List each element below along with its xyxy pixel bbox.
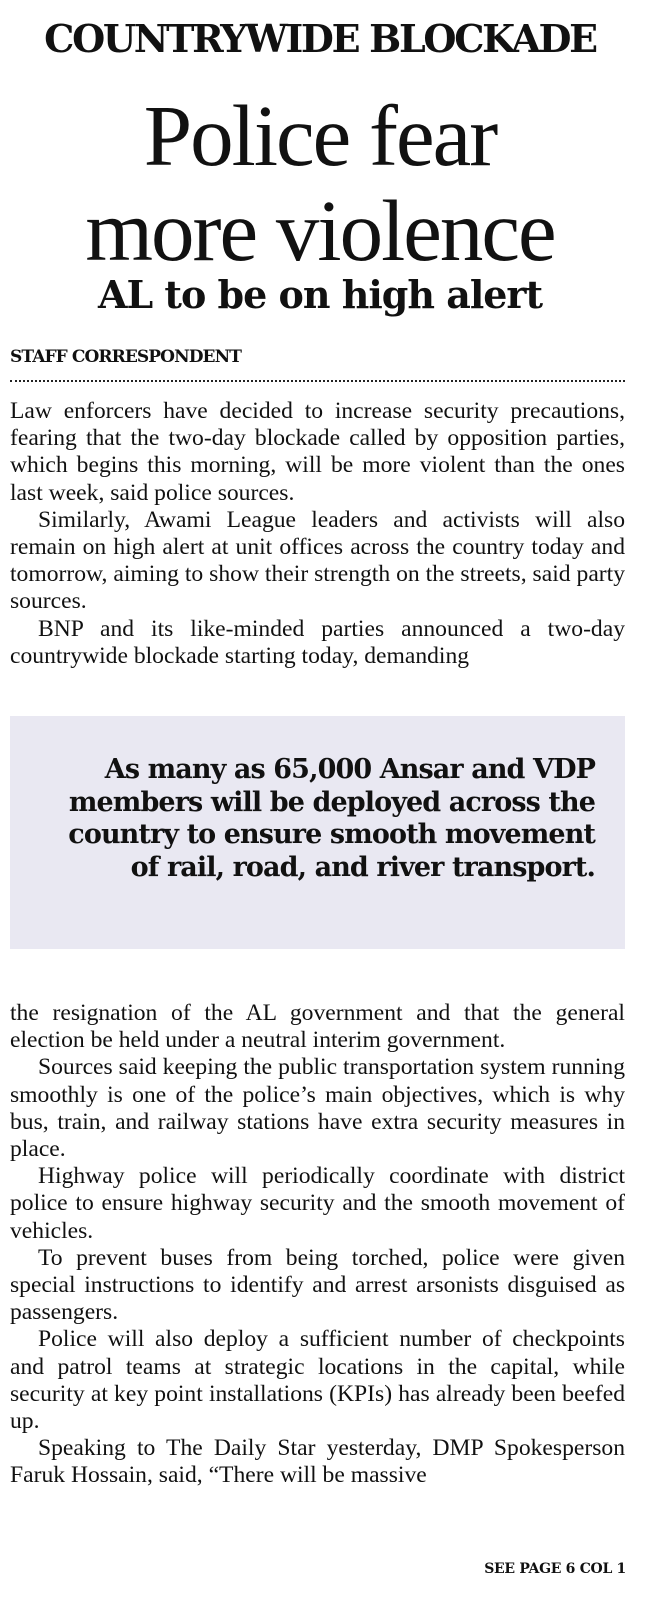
body-paragraph: Highway police will periodically coordinate with district police to ensure highway security and the smooth movement of vehicles. xyxy=(10,1163,625,1244)
pull-quote-box xyxy=(10,716,625,949)
pull-quote-text: As many as 65,000 Ansar and VDP members will be deployed across the country to ensure smooth movement of rail, road, and river transport. xyxy=(68,754,595,883)
headline-line-2: more violence xyxy=(85,182,555,279)
article-kicker: COUNTRYWIDE BLOCKADE xyxy=(44,16,596,61)
dotted-divider xyxy=(10,380,625,382)
body-text-bottom xyxy=(10,1000,625,1542)
body-paragraph: BNP and its like-minded parties announced a two-day countrywide blockade starting today, demanding xyxy=(10,615,625,669)
body-paragraph: Speaking to The Daily Star yesterday, DMP Spokesperson Faruk Hossain, said, “There will be massive xyxy=(10,1435,625,1489)
body-paragraph: Police will also deploy a sufficient number of checkpoints and patrol teams at strategic locations in the capital, while security at key point installations (KPIs) has already been beefed up. xyxy=(10,1326,625,1435)
body-paragraph: Sources said keeping the public transportation system running smoothly is one of the police’s main objectives, which is why bus, train, and railway stations have extra security measures in place. xyxy=(10,1054,625,1163)
article-subheadline: AL to be on high alert xyxy=(97,272,543,317)
article-headline xyxy=(10,88,630,278)
continued-jump-line: SEE PAGE 6 COL 1 xyxy=(484,1561,626,1577)
byline: STAFF CORRESPONDENT xyxy=(10,347,241,367)
body-paragraph: To prevent buses from being torched, police were given special instructions to identify and arrest arsonists disguised as passengers. xyxy=(10,1244,625,1326)
body-text-top xyxy=(10,398,625,678)
body-paragraph: Similarly, Awami League leaders and activists will also remain on high alert at unit offices across the country today and tomorrow, aiming to show their strength on the streets, said party sources. xyxy=(10,506,625,615)
body-paragraph: Law enforcers have decided to increase security precautions, fearing that the two-day blockade called by opposition parties, which begins this morning, will be more violent than the ones last week, said police sources. xyxy=(10,398,625,506)
headline-line-1: Police fear xyxy=(143,87,497,184)
body-paragraph: the resignation of the AL government and that the general election be held under a neutral interim government. xyxy=(10,1000,625,1054)
